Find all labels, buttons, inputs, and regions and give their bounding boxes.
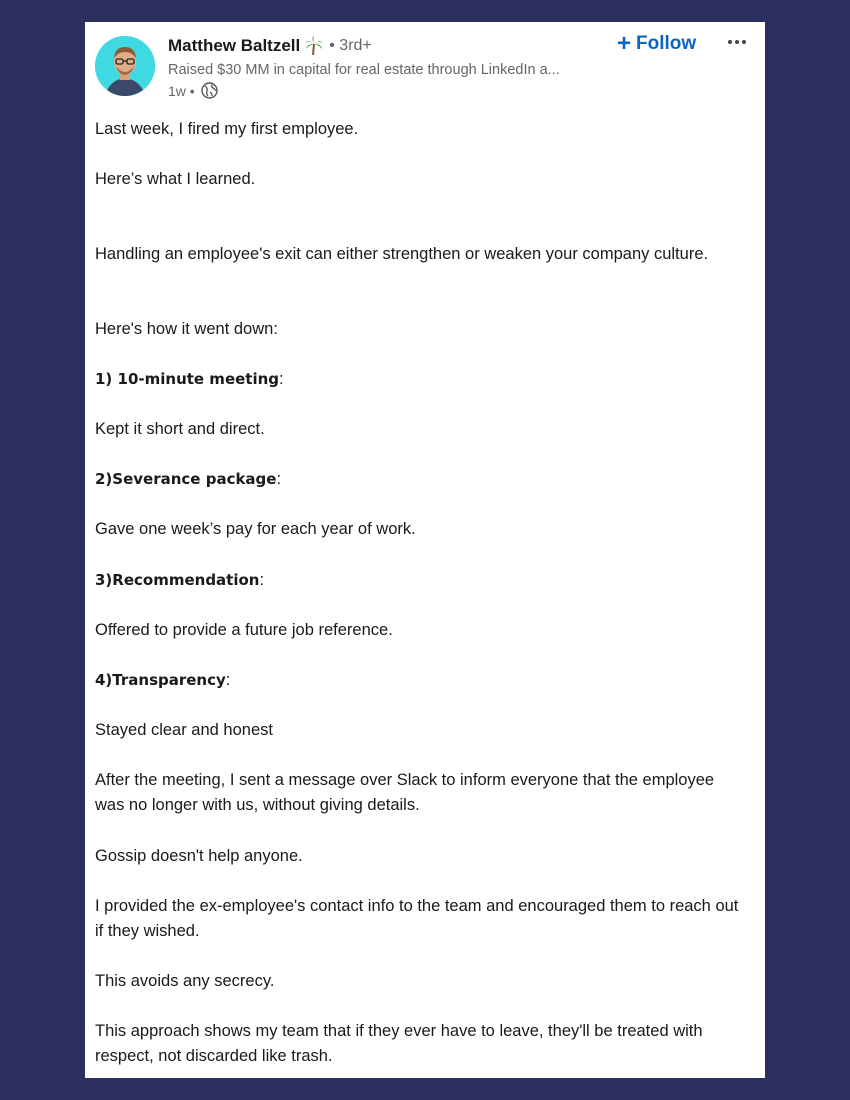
plus-icon: +	[617, 30, 632, 57]
post-paragraph-heading: 4)Transparency:	[95, 671, 231, 689]
post-paragraph: Handling an employee's exit can either strengthen or weaken your company culture.	[95, 245, 709, 263]
post-paragraph-heading: 3)Recommendation:	[95, 571, 265, 589]
post-paragraph: Last week, I fired my first employee.	[95, 120, 359, 138]
connection-degree: • 3rd+	[329, 37, 372, 54]
post-paragraph-heading: 1) 10-minute meeting:	[95, 370, 284, 388]
post-paragraph-heading: 2)Severance package:	[95, 470, 282, 488]
palm-tree-icon	[305, 36, 323, 56]
post-paragraph: Here’s what I learned.	[95, 170, 256, 188]
post-paragraph: After the meeting, I sent a message over Slack to inform everyone that the employee was no longer with us, without giving details.	[95, 771, 715, 814]
post-paragraph: Gave one week’s pay for each year of work.	[95, 520, 416, 538]
follow-button[interactable]	[617, 32, 696, 56]
post-paragraph: Gossip doesn't help anyone.	[95, 847, 303, 865]
post-paragraph: This approach shows my team that if they ever have to leave, they'll be treated with respect, not discarded like trash.	[95, 1022, 703, 1065]
post-paragraph: Kept it short and direct.	[95, 420, 265, 438]
post-header	[85, 22, 765, 122]
post-paragraph: Offered to provide a future job reference.	[95, 621, 393, 639]
follow-label: Follow	[636, 33, 697, 54]
more-dots-icon[interactable]	[725, 30, 749, 54]
post-paragraph: Here's how it went down:	[95, 320, 278, 338]
post-meta	[168, 82, 218, 99]
step-heading: 3)Recommendation	[95, 571, 260, 589]
avatar-photo	[95, 36, 155, 96]
author-line	[168, 36, 372, 56]
post-paragraph: Stayed clear and honest	[95, 721, 273, 739]
step-heading: 2)Severance package	[95, 470, 277, 488]
post-paragraph: I provided the ex-employee's contact info to the team and encouraged them to reach out if they wished.	[95, 897, 739, 940]
step-heading: 1) 10-minute meeting	[95, 370, 280, 388]
avatar[interactable]	[95, 36, 155, 96]
post-card	[85, 22, 765, 1078]
step-heading: 4)Transparency	[95, 671, 226, 689]
post-paragraph: This avoids any secrecy.	[95, 972, 275, 990]
globe-icon	[201, 82, 218, 99]
author-name[interactable]: Matthew Baltzell	[168, 36, 301, 55]
post-time: 1w •	[168, 82, 195, 99]
author-headline: Raised $30 MM in capital for real estate through LinkedIn a...	[168, 62, 560, 78]
